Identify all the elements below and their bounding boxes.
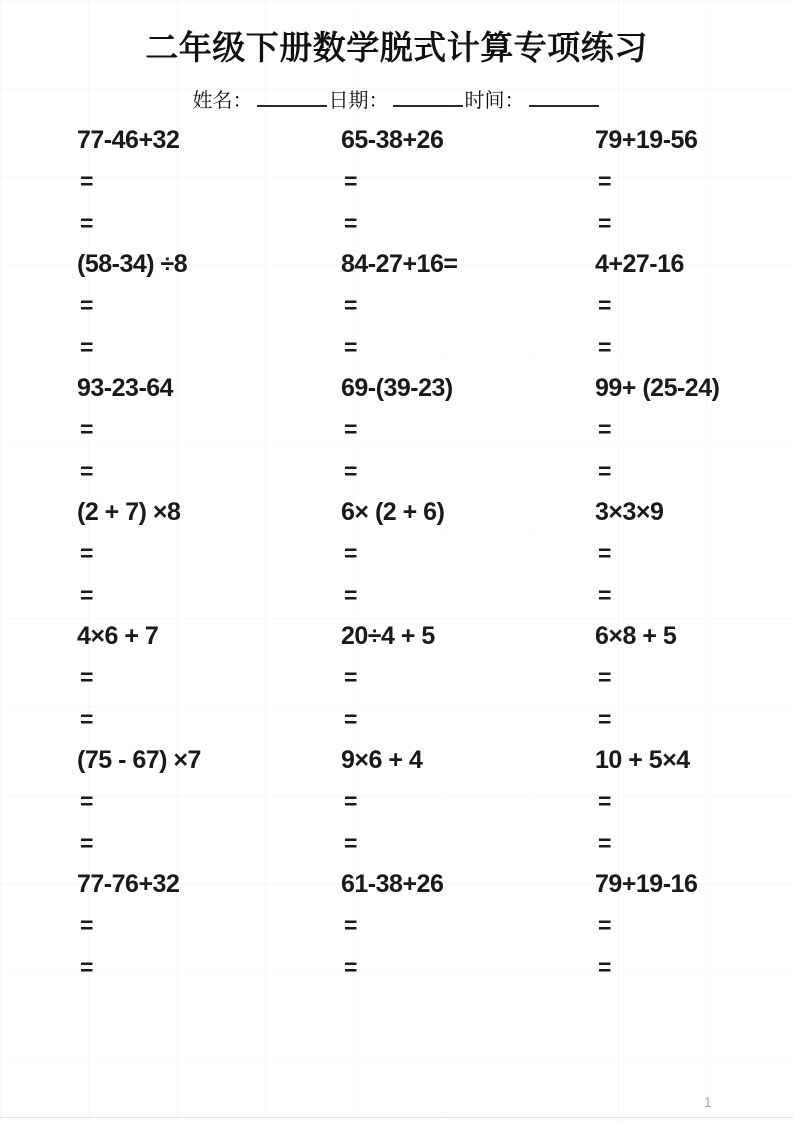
problem-cell	[528, 740, 793, 864]
equals-line: =	[598, 788, 612, 815]
equals-line: =	[598, 829, 612, 856]
problem-cell	[264, 244, 528, 368]
equals-line: =	[598, 953, 612, 980]
equals-line: =	[344, 953, 358, 980]
problem-cell	[0, 368, 264, 492]
problem-cell	[264, 368, 528, 492]
equals-line: =	[598, 912, 612, 939]
page-title: 二年级下册数学脱式计算专项练习	[145, 29, 648, 66]
student-name-field	[193, 84, 329, 113]
problem-cell	[264, 492, 528, 616]
equals-line: =	[80, 664, 94, 691]
equals-line: =	[80, 416, 94, 443]
equals-line: =	[598, 457, 612, 484]
problem-cell	[528, 616, 793, 740]
equals-line: =	[598, 416, 612, 443]
equals-line: =	[598, 540, 612, 567]
problem-expression: (2 + 7) ×8	[77, 498, 181, 527]
problem-cell	[264, 740, 528, 864]
equals-line: =	[80, 292, 94, 319]
equals-line: =	[344, 705, 358, 732]
equals-line: =	[80, 457, 94, 484]
problem-cell	[0, 492, 264, 616]
problem-cell	[528, 368, 793, 492]
header-fields	[0, 84, 793, 113]
equals-line: =	[344, 168, 358, 195]
problem-expression: 10 + 5×4	[595, 746, 690, 775]
problem-expression: 65-38+26	[341, 126, 444, 155]
problem-expression: 79+19-56	[595, 126, 698, 155]
equals-line: =	[344, 457, 358, 484]
problem-expression: 84-27+16=	[341, 250, 458, 279]
equals-line: =	[344, 416, 358, 443]
problem-cell	[264, 616, 528, 740]
equals-line: =	[80, 829, 94, 856]
problem-expression: 69-(39-23)	[341, 374, 453, 403]
equals-line: =	[80, 953, 94, 980]
equals-line: =	[80, 333, 94, 360]
equals-line: =	[344, 292, 358, 319]
equals-line: =	[80, 540, 94, 567]
student-name-blank-line	[257, 87, 327, 107]
problem-cell	[0, 740, 264, 864]
problem-expression: 3×3×9	[595, 498, 664, 527]
date-field	[329, 84, 465, 113]
date-blank-line	[393, 87, 463, 107]
equals-line: =	[598, 209, 612, 236]
equals-line: =	[344, 829, 358, 856]
student-name-label: 姓名：	[192, 90, 253, 112]
page-bottom-border	[0, 1117, 793, 1118]
equals-line: =	[598, 664, 612, 691]
problem-cell	[264, 120, 528, 244]
equals-line: =	[344, 664, 358, 691]
equals-line: =	[344, 540, 358, 567]
equals-line: =	[598, 292, 612, 319]
equals-line: =	[80, 705, 94, 732]
time-field	[465, 84, 601, 113]
problem-cell	[264, 864, 528, 988]
problem-cell	[528, 864, 793, 988]
problem-expression: 9×6 + 4	[341, 746, 423, 775]
problem-cell	[528, 244, 793, 368]
time-blank-line	[529, 87, 599, 107]
problem-expression: (75 - 67) ×7	[77, 746, 201, 775]
equals-line: =	[80, 168, 94, 195]
problem-expression: 4+27-16	[595, 250, 684, 279]
equals-line: =	[80, 209, 94, 236]
problem-expression: 20÷4 + 5	[341, 622, 435, 651]
equals-line: =	[344, 209, 358, 236]
problem-cell	[0, 244, 264, 368]
problem-expression: 77-76+32	[77, 870, 180, 899]
page-number: 1	[704, 1094, 712, 1110]
equals-line: =	[598, 581, 612, 608]
problems-grid	[0, 120, 793, 988]
equals-line: =	[80, 581, 94, 608]
equals-line: =	[598, 168, 612, 195]
problem-cell	[0, 864, 264, 988]
equals-line: =	[344, 788, 358, 815]
equals-line: =	[344, 581, 358, 608]
equals-line: =	[598, 333, 612, 360]
equals-line: =	[598, 705, 612, 732]
problem-cell	[0, 120, 264, 244]
problem-expression: 6× (2 + 6)	[341, 498, 445, 527]
problem-expression: 61-38+26	[341, 870, 444, 899]
equals-line: =	[80, 788, 94, 815]
equals-line: =	[344, 333, 358, 360]
problem-expression: 99+ (25-24)	[595, 374, 720, 403]
date-label: 日期：	[328, 90, 389, 112]
problem-expression: 93-23-64	[77, 374, 174, 403]
time-label: 时间：	[464, 90, 525, 112]
problem-expression: (58-34) ÷8	[77, 250, 188, 279]
problem-expression: 77-46+32	[77, 126, 180, 155]
problem-cell	[528, 120, 793, 244]
problem-expression: 79+19-16	[595, 870, 698, 899]
problem-cell	[0, 616, 264, 740]
equals-line: =	[344, 912, 358, 939]
problem-expression: 6×8 + 5	[595, 622, 677, 651]
problem-cell	[528, 492, 793, 616]
problem-expression: 4×6 + 7	[77, 622, 159, 651]
equals-line: =	[80, 912, 94, 939]
